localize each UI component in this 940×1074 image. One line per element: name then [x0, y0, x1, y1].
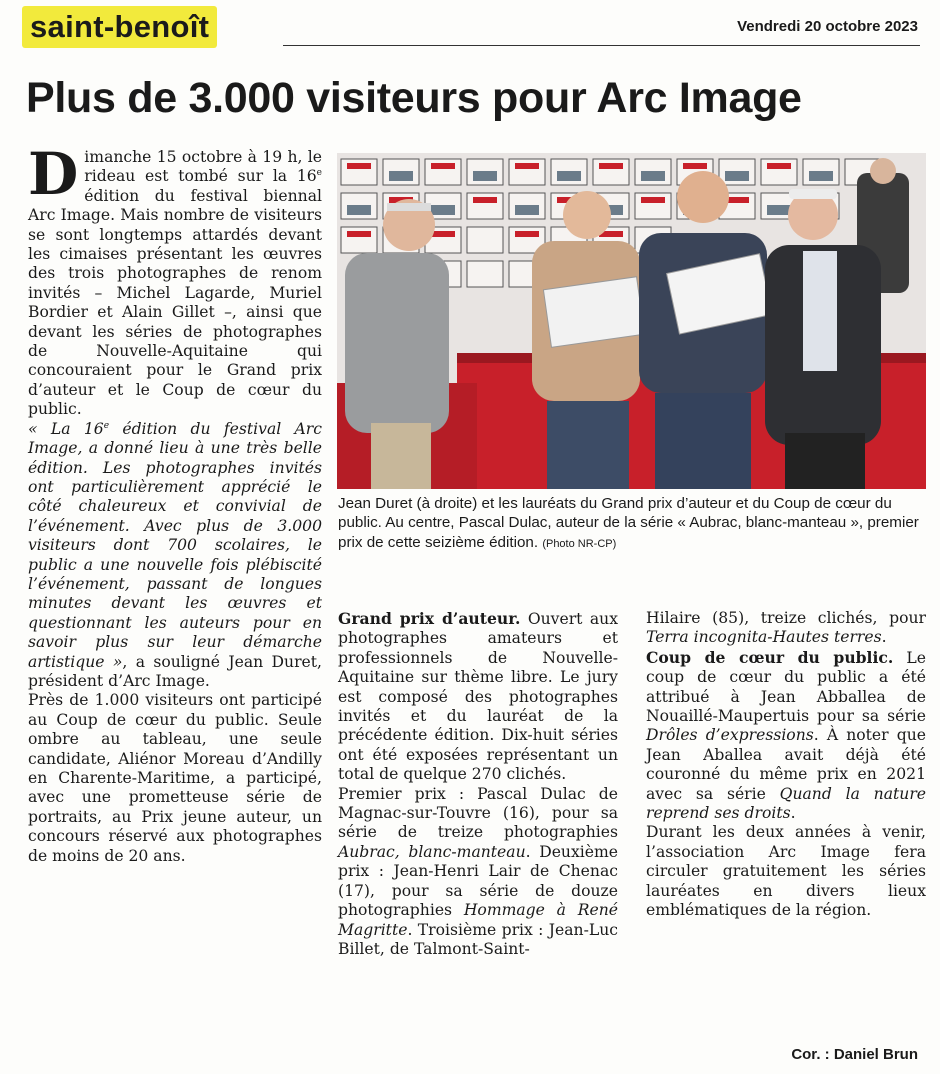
visitors-paragraph: Près de 1.000 visiteurs ont participé au Coup de cœur du public. Seule ombre au tableau, une seule candidate, Aliénor Moreau d’Andilly en Charente-Maritime, a participé, avec une prometteuse série de portraits, au Prix jeune auteur, un concours réservé aux photographes de moins de 20 ans.: [28, 691, 322, 865]
first-prize-title: Aubrac, blanc-manteau: [338, 842, 526, 861]
coup-de-coeur-text: Le coup de cœur du public a été attribué à Jean Abballea de Nouaillé-Maupertuis pour sa série: [646, 648, 926, 726]
article-headline: Plus de 3.000 visiteurs pour Arc Image: [26, 74, 802, 122]
photo-illustration: [337, 153, 926, 489]
grand-prix-lead: Grand prix d’auteur.: [338, 609, 521, 628]
coup-de-coeur-lead: Coup de cœur du public.: [646, 647, 894, 667]
quote-text-1: « La 16: [28, 419, 104, 438]
caption-text: Jean Duret (à droite) et les lauréats du Grand prix d’auteur et du Coup de cœur du public. Au centre, Pascal Dulac, auteur de la série « Aubrac, blanc-manteau », premier prix de cette seizième édition.: [338, 495, 919, 551]
quote-text-2: édition du festival Arc Image, a donné lieu à une très belle édition. Les photographes invités ont particulièrement apprécié le côté chaleureux et convivial de l’événement. Avec plus de 3.000 visiteurs dont 700 scolaires, le public a une nouvelle fois plébiscité l’événement, passant de longues minutes devant les œuvres et questionnant les auteurs pour en savoir plus sur leur démarche artistique »: [28, 419, 322, 671]
third-prize-continued: [646, 609, 926, 648]
coup-de-coeur-text-2: . À noter que Jean Aballea avait déjà été couronné du même prix en 2021 avec sa série: [646, 726, 926, 803]
quote-paragraph: [28, 420, 322, 692]
second-prize-title: Hommage à René Magritte: [338, 901, 618, 939]
article-column-2: [338, 609, 618, 959]
quote-attribution: , a souligné Jean Duret, président d’Arc Image.: [28, 652, 322, 690]
photo-credit: (Photo NR-CP): [542, 537, 617, 550]
third-prize-cont-text: Hilaire (85), treize clichés, pour: [646, 609, 926, 627]
third-prize-end: .: [881, 628, 887, 647]
byline: Cor. : Daniel Brun: [791, 1046, 918, 1063]
previous-prize-title: Quand la nature reprend ses droits: [646, 784, 927, 823]
second-prize-text: . Deuxième prix : Jean-Henri Lair de Chenac (17), pour sa série de douze photographies: [338, 842, 618, 920]
quote-ordinal-suffix: e: [103, 420, 110, 431]
intro-text-1: imanche 15 octobre à 19 h, le rideau est tombé sur la 16: [84, 148, 322, 186]
ordinal-suffix: e: [316, 168, 322, 179]
article-column-3: [646, 609, 926, 921]
photo-caption: [338, 494, 928, 554]
grand-prix-paragraph: [338, 609, 618, 785]
intro-paragraph: [28, 140, 322, 420]
first-prize-text: Premier prix : Pascal Dulac de Magnac-sur-Touvre (16), pour sa série de treize photographies: [338, 784, 618, 842]
coup-de-coeur-paragraph: [646, 648, 926, 824]
coup-de-coeur-title: Drôles d’expressions: [646, 726, 814, 745]
publication-date: Vendredi 20 octobre 2023: [737, 18, 918, 35]
article-photo: [337, 153, 926, 489]
section-label: saint-benoît: [22, 6, 217, 48]
header-rule: [283, 45, 920, 46]
third-prize-text: . Troisième prix : Jean-Luc Billet, de Talmont-Saint-: [338, 920, 618, 958]
article-column-1: [28, 140, 322, 866]
closing-paragraph: Durant les deux années à venir, l’association Arc Image fera circuler gratuitement les séries lauréates en divers lieux emblématiques de la région.: [646, 823, 926, 920]
third-prize-title: Terra incognita-Hautes terres: [646, 628, 882, 647]
grand-prix-text: Ouvert aux photographes amateurs et professionnels de Nouvelle-Aquitaine sur thème libre. Le jury est composé des photographes invités et du lauréat de la précédente édition. Dix-huit séries ont été exposées représentant un total de quelque 270 clichés.: [338, 610, 618, 784]
prizes-paragraph: [338, 785, 618, 960]
coup-de-coeur-end: .: [790, 804, 796, 823]
intro-text-2: édition du festival biennal Arc Image. Mais nombre de visiteurs se sont longtemps attardés devant les cimaises présentant les œuvres des trois photographes de renom invités – Michel Lagarde, Muriel Bordier et Alain Gillet –, ainsi que devant les séries de photographes de Nouvelle-Aquitaine qui concouraient pour le Grand prix d’auteur et le Coup de cœur du public.: [28, 186, 322, 419]
drop-cap: D: [28, 140, 79, 208]
